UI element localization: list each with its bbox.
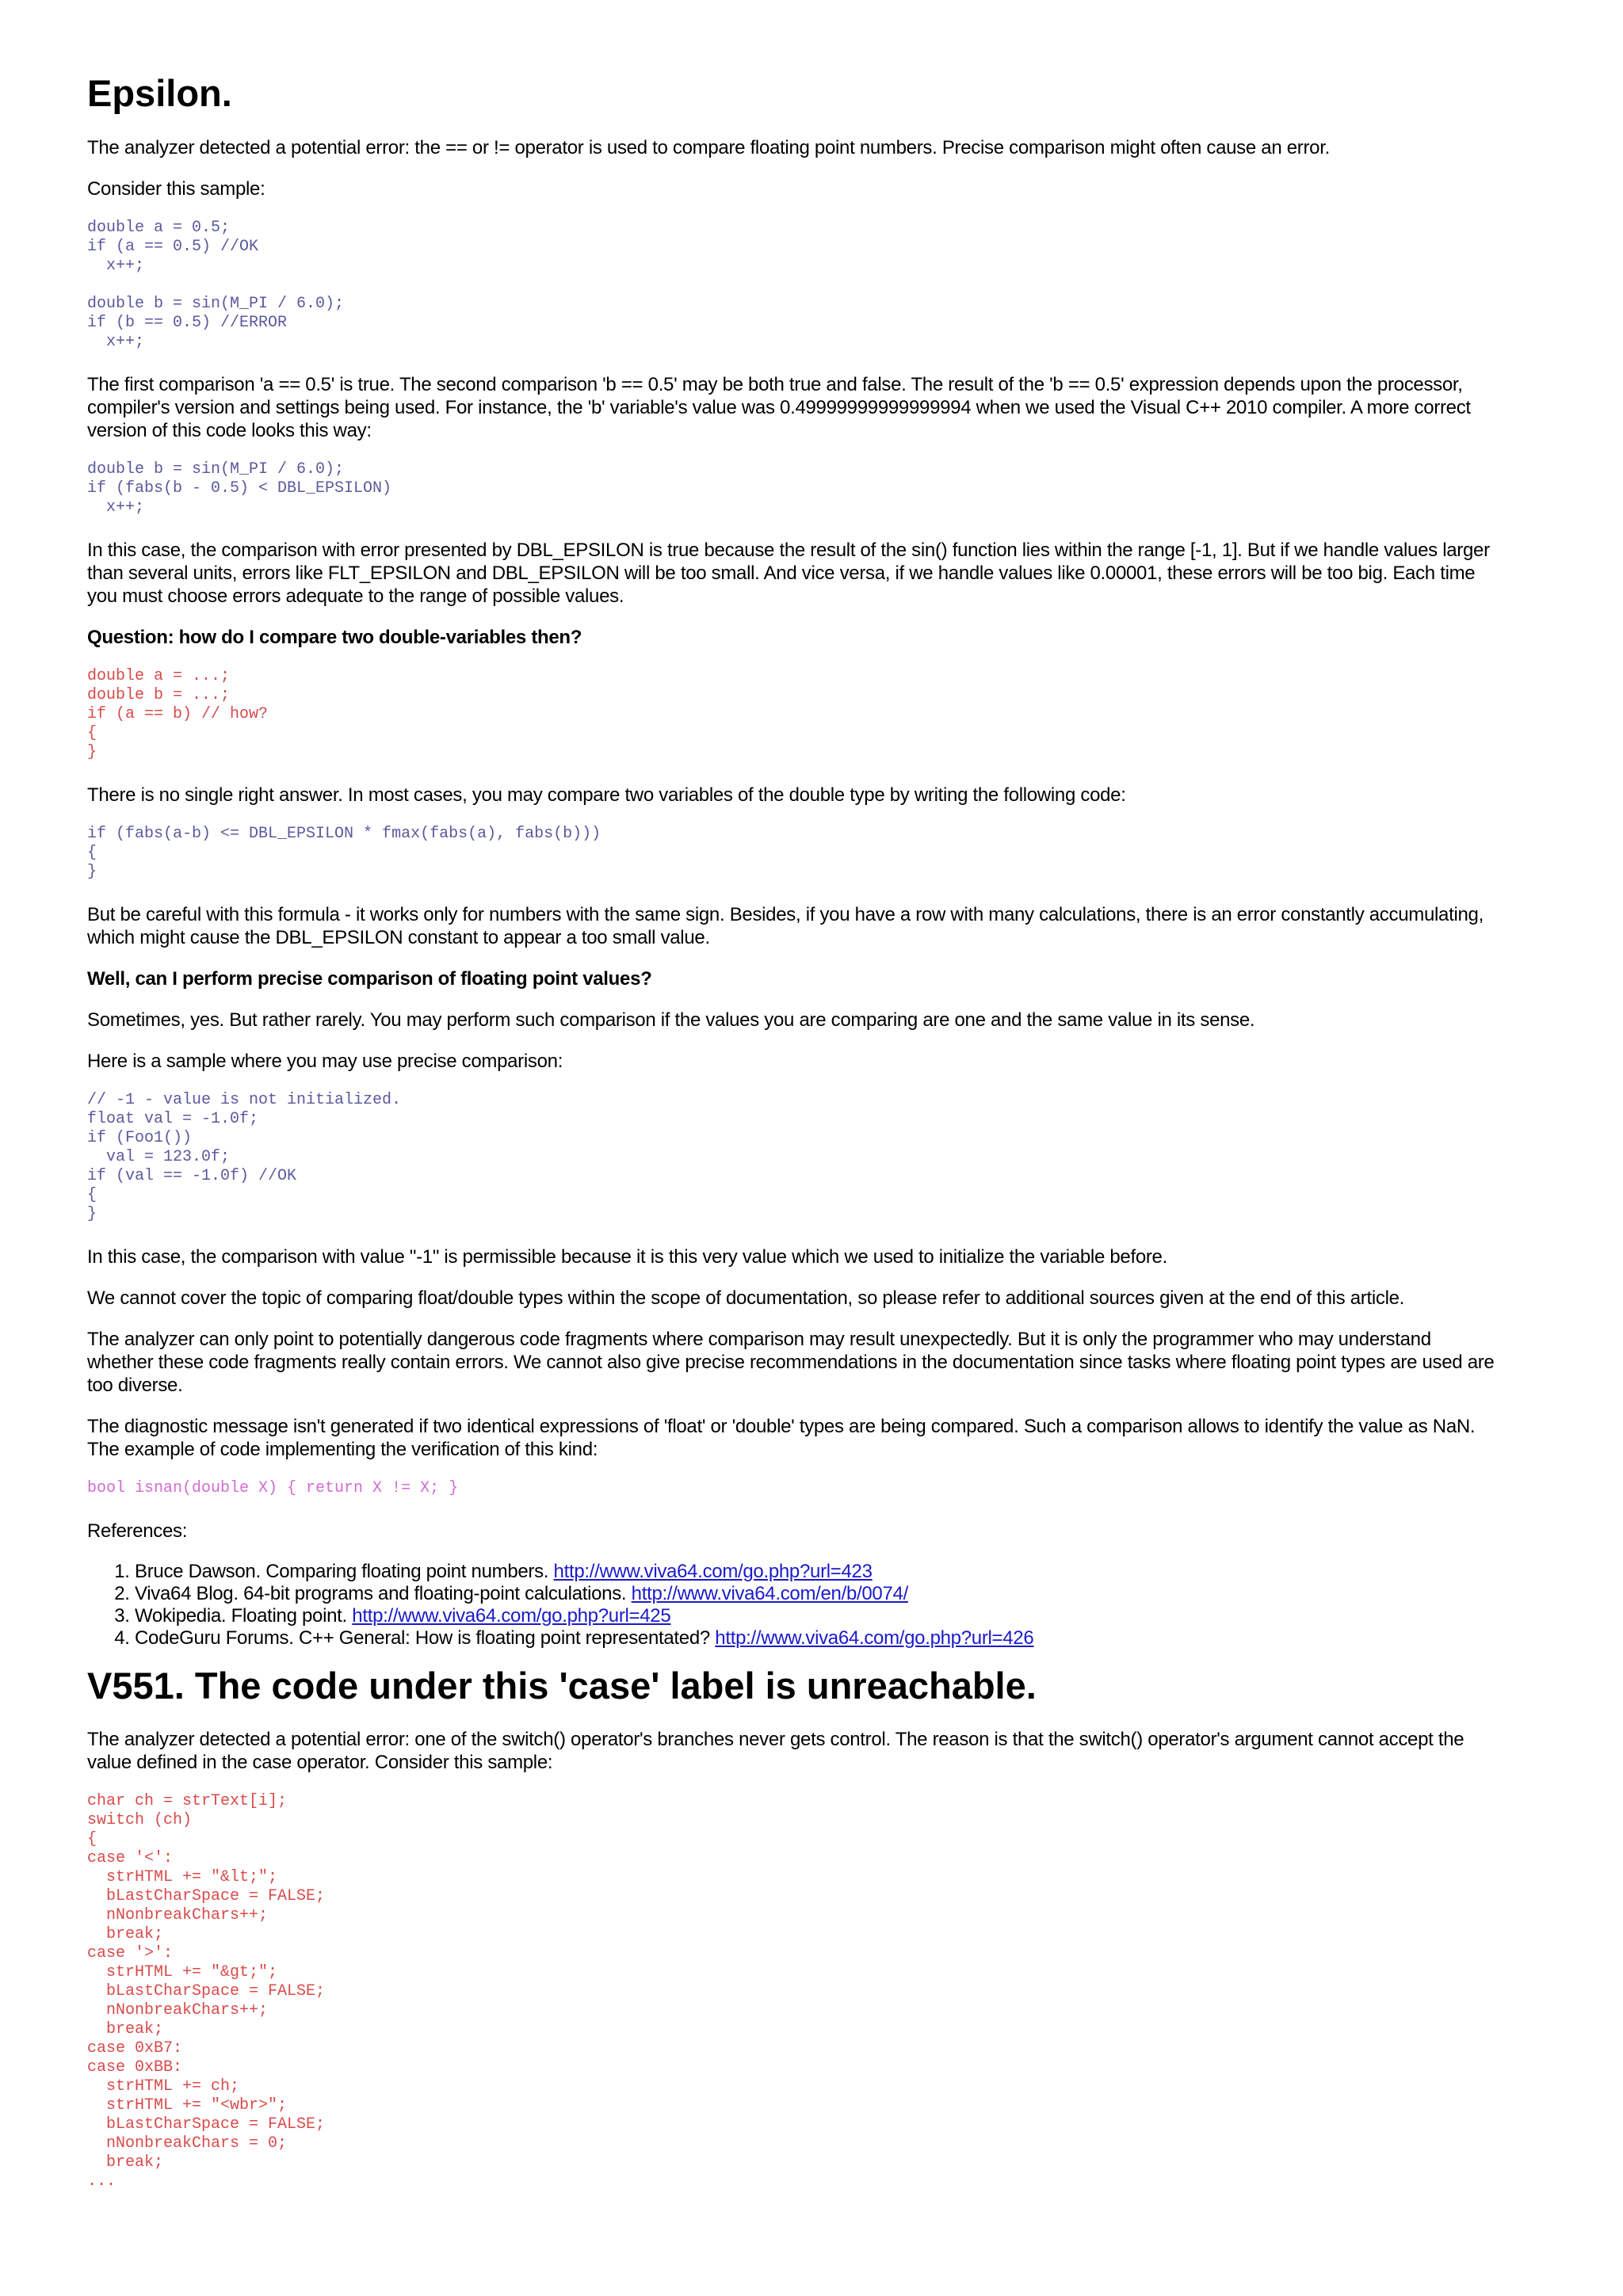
reference-item: 3. Wokipedia. Floating point. http://www.viva64.com/go.php?url=425 bbox=[135, 1605, 1496, 1627]
section-title-v551: V551. The code under this 'case' label is unreachable. bbox=[87, 1664, 1037, 1707]
reference-link[interactable]: http://www.viva64.com/go.php?url=423 bbox=[553, 1560, 873, 1582]
code-block: // -1 - value is not initialized. float val = -1.0f; if (Foo1()) val = 123.0f; if (val == -1.0f) //OK { } bbox=[87, 1090, 402, 1223]
reference-link[interactable]: http://www.viva64.com/en/b/0074/ bbox=[631, 1582, 908, 1604]
paragraph: There is no single right answer. In most cases, you may compare two variables of the double type by writing the following code: bbox=[87, 784, 1126, 806]
reference-item: 2. Viva64 Blog. 64-bit programs and floating-point calculations. http://www.viva64.com/en/b/0074/ bbox=[135, 1583, 1496, 1605]
code-block: if (fabs(a-b) <= DBL_EPSILON * fmax(fabs(a), fabs(b))) { } bbox=[87, 824, 601, 881]
reference-item: 4. CodeGuru Forums. C++ General: How is floating point representated? http://www.viva64.com/go.php?url=426 bbox=[135, 1627, 1496, 1650]
paragraph: In this case, the comparison with error presented by DBL_EPSILON is true because the result of the sin() function lies within the range [-1, 1]. But if we handle values larger than several units, errors like FLT_EPSILON and DBL_EPSILON will be too small. And vice versa, if we handle values like 0.00001, these errors will be too big. Each time you must choose errors adequate to the range of possible values. bbox=[87, 539, 1490, 607]
paragraph: But be careful with this formula - it works only for numbers with the same sign. Besides, if you have a row with many calculations, there is an error constantly accumulating, which might cause the DBL_EPSILON constant to appear a too small value. bbox=[87, 903, 1484, 948]
code-block: bool isnan(double X) { return X != X; } bbox=[87, 1478, 459, 1497]
paragraph: Consider this sample: bbox=[87, 177, 265, 200]
reference-link[interactable]: http://www.viva64.com/go.php?url=426 bbox=[715, 1627, 1034, 1649]
references-list bbox=[87, 1561, 1496, 1650]
paragraph: The diagnostic message isn't generated if two identical expressions of 'float' or 'double' types are being compared. Such a comparison allows to identify the value as NaN. The example of code implementing the verification of this kind: bbox=[87, 1415, 1476, 1460]
references-label: References: bbox=[87, 1520, 188, 1542]
paragraph: The first comparison 'a == 0.5' is true. The second comparison 'b == 0.5' may be both true and false. The result of the 'b == 0.5' expression depends upon the processor, compiler's version and settings being used. For instance, the 'b' variable's value was 0.49999999999999994 when we used the Visual C++ 2010 compiler. A more correct version of this code looks this way: bbox=[87, 373, 1471, 441]
section-title-epsilon: Epsilon. bbox=[87, 72, 232, 114]
paragraph: Sometimes, yes. But rather rarely. You may perform such comparison if the values you are comparing are one and the same value in its sense. bbox=[87, 1009, 1255, 1031]
paragraph: The analyzer detected a potential error: one of the switch() operator's branches never gets control. The reason is that the switch() operator's argument cannot accept the value defined in the case operator. Consider this sample: bbox=[87, 1729, 1465, 1774]
question-heading: Well, can I perform precise comparison of floating point values? bbox=[87, 967, 652, 990]
paragraph: The analyzer detected a potential error: the == or != operator is used to compare floating point numbers. Precise comparison might often cause an error. bbox=[87, 136, 1330, 158]
paragraph: In this case, the comparison with value "-1" is permissible because it is this very value which we used to initialize the variable before. bbox=[87, 1245, 1167, 1268]
paragraph: The analyzer can only point to potentially dangerous code fragments where comparison may result unexpectedly. But it is only the programmer who may understand whether these code fragments really contain errors. We cannot also give precise recommendations in the documentation since tasks where floating point types are used are too diverse. bbox=[87, 1328, 1495, 1396]
reference-item: 1. Bruce Dawson. Comparing floating point numbers. http://www.viva64.com/go.php?url=423 bbox=[135, 1561, 1496, 1583]
paragraph: Here is a sample where you may use precise comparison: bbox=[87, 1050, 563, 1072]
code-block: double a = 0.5; if (a == 0.5) //OK x++; double b = sin(M_PI / 6.0); if (b == 0.5) //ERROR x++; bbox=[87, 218, 345, 351]
code-block: double b = sin(M_PI / 6.0); if (fabs(b - 0.5) < DBL_EPSILON) x++; bbox=[87, 460, 392, 517]
paragraph: We cannot cover the topic of comparing float/double types within the scope of documentation, so please refer to additional sources given at the end of this article. bbox=[87, 1287, 1405, 1309]
question-heading: Question: how do I compare two double-variables then? bbox=[87, 626, 582, 648]
code-block: char ch = strText[i]; switch (ch) { case '<': strHTML += "&lt;"; bLastCharSpace = FALSE; nNonbreakChars++; break; case '>': strHTML += "&gt;"; bLastCharSpace = FALSE; nNonbreakChars++; break; case 0xB7: case 0xBB: strHTML += ch; strHTML += "<wbr>"; bLastCharSpace = FALSE; nNonbreakChars = 0; break; ... bbox=[87, 1792, 326, 2191]
code-block: double a = ...; double b = ...; if (a == b) // how? { } bbox=[87, 666, 269, 761]
reference-link[interactable]: http://www.viva64.com/go.php?url=425 bbox=[352, 1604, 671, 1627]
